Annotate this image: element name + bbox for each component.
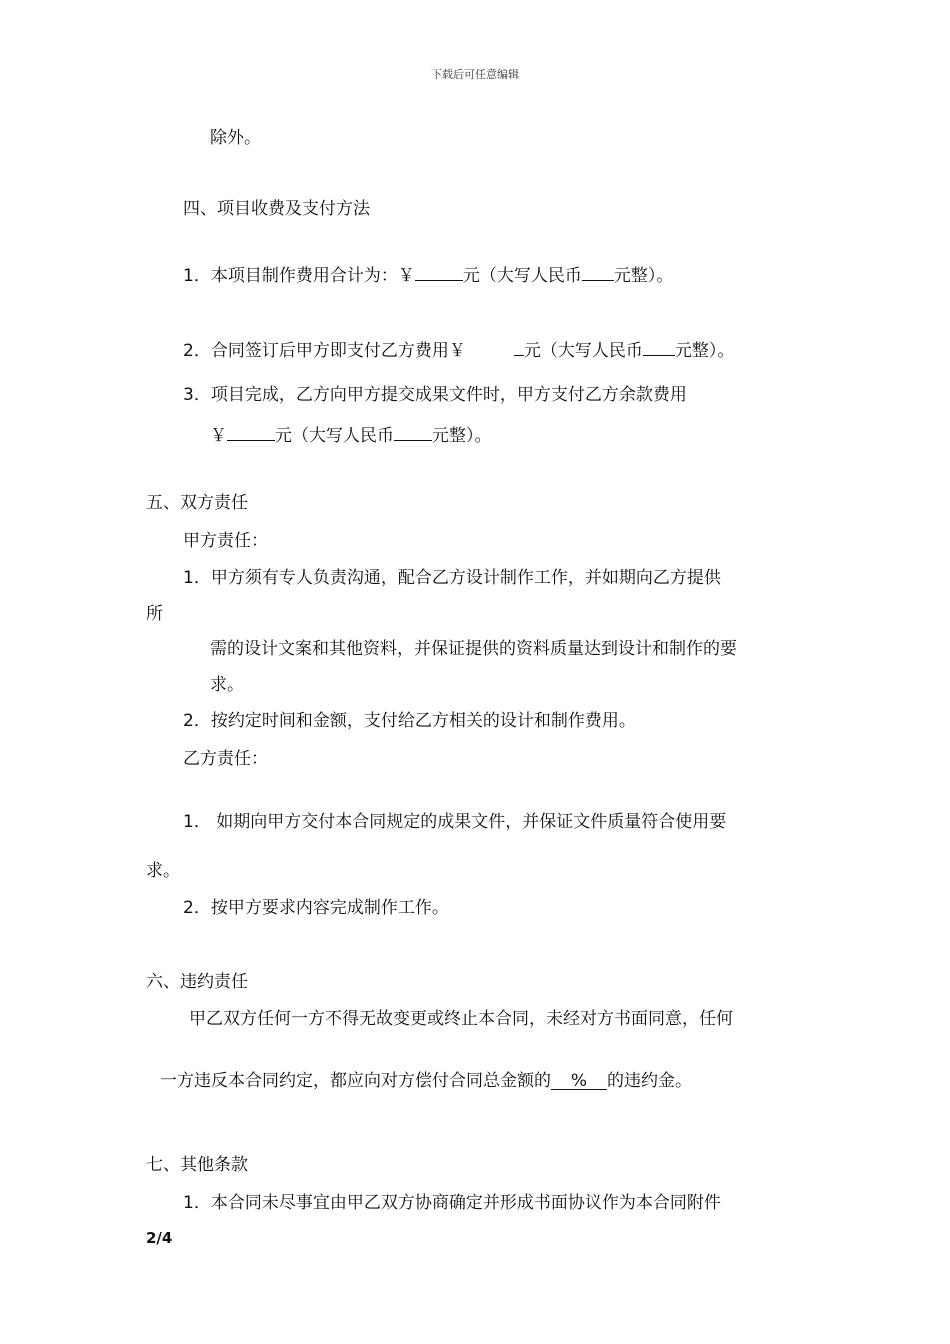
- party-b-heading: 乙方责任：: [183, 749, 268, 769]
- breach-line1: 甲乙双方任何一方不得无故变更或终止本合同，未经对方书面同意，任何: [189, 1009, 733, 1029]
- blank-total-amount[interactable]: [415, 261, 463, 281]
- clause-4-2-text-b: 元（大写人民币: [523, 341, 643, 361]
- clause-4-3-text-b: ￥: [210, 426, 227, 446]
- party-a-duty-2: 2．按约定时间和金额，支付给乙方相关的设计和制作费用。: [183, 711, 636, 731]
- section-5-title: 五、双方责任: [146, 493, 248, 513]
- blank-balance-amount[interactable]: [227, 421, 275, 441]
- party-b-duty-2: 2．按甲方要求内容完成制作工作。: [183, 898, 449, 918]
- section-4-title: 四、项目收费及支付方法: [183, 199, 370, 219]
- other-clause-1: 1．本合同未尽事宜由甲乙双方协商确定并形成书面协议作为本合同附件: [183, 1193, 721, 1213]
- party-a-duty-1-line2: 所: [146, 604, 163, 624]
- breach-line2: [160, 1070, 692, 1092]
- party-a-heading: 甲方责任：: [183, 531, 268, 551]
- clause-4-3-line2: [210, 421, 492, 447]
- clause-4-3-text-c: 元（大写人民币: [275, 426, 394, 446]
- clause-4-2: [183, 336, 734, 362]
- page-number: 2/4: [146, 1229, 173, 1247]
- clause-4-3-text-d: 元整）。: [432, 426, 492, 446]
- blank-advance-amount[interactable]: [466, 336, 514, 356]
- party-a-duty-1-line3: 需的设计文案和其他资料，并保证提供的资料质量达到设计和制作的要: [210, 639, 737, 659]
- breach-text-b: 一方违反本合同约定，都应向对方偿付合同总金额的: [160, 1071, 551, 1091]
- blank-balance-amount-chinese[interactable]: [394, 421, 432, 441]
- clause-4-2-text-c: 元整）。: [674, 341, 735, 361]
- clause-4-1-text-b: 元（大写人民币: [462, 266, 582, 286]
- breach-text-c: 的违约金。: [607, 1071, 692, 1091]
- party-b-duty-1-line2: 求。: [146, 861, 180, 881]
- clause-4-2-text-a: 2．合同签订后甲方即支付乙方费用￥: [183, 341, 466, 361]
- blank-advance-amount-tail[interactable]: [514, 336, 524, 356]
- page-header: 下载后可任意编辑: [431, 68, 519, 81]
- section-7-title: 七、其他条款: [146, 1155, 248, 1175]
- clause-4-1: [183, 261, 673, 287]
- clause-4-1-text-a: 1．本项目制作费用合计为：￥: [183, 266, 415, 286]
- clause-4-3-line1: 3．项目完成，乙方向甲方提交成果文件时，甲方支付乙方余款费用: [183, 385, 687, 405]
- party-a-duty-1-line1: 1．甲方须有专人负责沟通，配合乙方设计制作工作，并如期向乙方提供: [183, 568, 721, 588]
- blank-total-amount-chinese[interactable]: [582, 261, 614, 281]
- party-a-duty-1-line4: 求。: [210, 675, 244, 695]
- blank-advance-amount-chinese[interactable]: [643, 336, 675, 356]
- party-b-duty-1-line1: 1． 如期向甲方交付本合同规定的成果文件，并保证文件质量符合使用要: [183, 812, 727, 832]
- line-exclusion: 除外。: [210, 128, 261, 148]
- section-6-title: 六、违约责任: [146, 972, 248, 992]
- penalty-percent-sign: %: [570, 1071, 588, 1091]
- blank-penalty-percent[interactable]: [551, 1070, 607, 1090]
- clause-4-1-text-c: 元整）。: [613, 266, 674, 286]
